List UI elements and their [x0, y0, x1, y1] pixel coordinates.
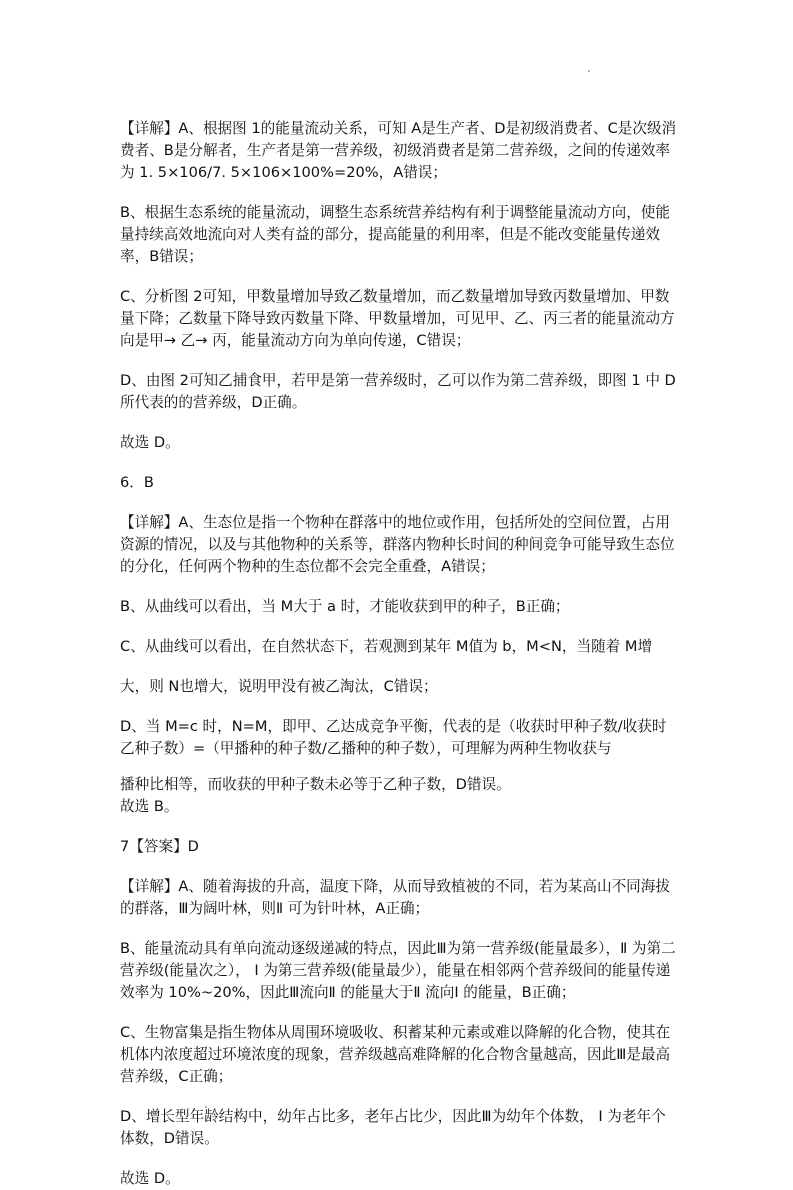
paragraph-q6-option-a: 【详解】A、生态位是指一个物种在群落中的地位或作用，包括所处的空间位置，占用资源的情况，以及与其他物种的关系等，群落内物种长时间的种间竞争可能导致生态位的分化，任何两个物种的生态位都不会完全重叠，A错误；	[120, 514, 675, 575]
paragraph-q6-option-d-part2: 播种比相等，而收获的甲种子数未必等于乙种子数，D错误。	[120, 776, 511, 793]
scan-dot	[588, 70, 590, 72]
paragraph-q6-option-c-line2: 大，则 N也增大，说明甲没有被乙淘汰，C错误；	[120, 678, 438, 695]
paragraph-q6-conclusion: 故选 B。	[120, 798, 179, 815]
question-6-answer: 6．B	[120, 474, 154, 491]
answer-explanations	[120, 118, 680, 1190]
paragraph-q7-conclusion: 故选 D。	[120, 1170, 180, 1187]
paragraph-q6-option-d-part1: D、当 M=c 时，N=M，即甲、乙达成竞争平衡，代表的是（收获时甲种子数/收获时乙种子数）=（甲播种的种子数/乙播种的种子数），可理解为两种生物收获与	[120, 718, 667, 757]
paragraph-q6-option-c-line1: C、从曲线可以看出，在自然状态下，若观测到某年 M值为 b，M<N，当随着 M增	[120, 638, 653, 655]
paragraph-q5-option-c: C、分析图 2可知，甲数量增加导致乙数量增加，而乙数量增加导致丙数量增加、甲数量下降；乙数量下降导致丙数量下降、甲数量增加，可见甲、乙、丙三者的能量流动方向是甲→ 乙→ 丙，能量流动方向为单向传递，C错误；	[120, 288, 675, 349]
question-7-answer: 7【答案】D	[120, 838, 199, 855]
paragraph-q7-option-d: D、增长型年龄结构中，幼年占比多，老年占比少，因此Ⅲ为幼年个体数， Ⅰ 为老年个体数，D错误。	[120, 1108, 666, 1147]
paragraph-q5-option-d: D、由图 2可知乙捕食甲，若甲是第一营养级时，乙可以作为第二营养级，即图 1 中 D所代表的的营养级，D正确。	[120, 372, 676, 411]
paragraph-q7-option-a: 【详解】A、随着海拔的升高，温度下降，从而导致植被的不同，若为某高山不同海拔的群落，Ⅲ为阔叶林，则Ⅱ 可为针叶林，A正确；	[120, 878, 670, 917]
paragraph-q5-conclusion: 故选 D。	[120, 434, 180, 451]
scan-dot	[205, 1106, 207, 1108]
paragraph-q6-option-b: B、从曲线可以看出，当 M大于 a 时，才能收获到甲的种子，B正确；	[120, 598, 570, 615]
paragraph-q7-option-c: C、生物富集是指生物体从周围环境吸收、积蓄某种元素或难以降解的化合物，使其在机体内浓度超过环境浓度的现象，营养级越高难降解的化合物含量越高，因此Ⅲ是最高营养级，C正确；	[120, 1024, 671, 1085]
paragraph-q5-option-b: B、根据生态系统的能量流动，调整生态系统营养结构有利于调整能量流动方向，使能量持续高效地流向对人类有益的部分，提高能量的利用率，但是不能改变能量传递效率，B错误；	[120, 204, 670, 265]
paragraph-q5-option-a: 【详解】A、根据图 1的能量流动关系，可知 A是生产者、D是初级消费者、C是次级消费者、B是分解者，生产者是第一营养级，初级消费者是第二营养级，之间的传递效率为 1. 5×106/7. 5×106×100%=20%，A错误；	[120, 120, 677, 181]
paragraph-q7-option-b: B、能量流动具有单向流动逐级递减的特点，因此Ⅲ为第一营养级(能量最多），Ⅱ 为第二营养级(能量次之）， Ⅰ 为第三营养级(能量最少），能量在相邻两个营养级间的能量传递效率为 10%~20%，因此Ⅲ流向Ⅱ 的能量大于Ⅱ 流向Ⅰ 的能量，B正确；	[120, 940, 676, 1001]
